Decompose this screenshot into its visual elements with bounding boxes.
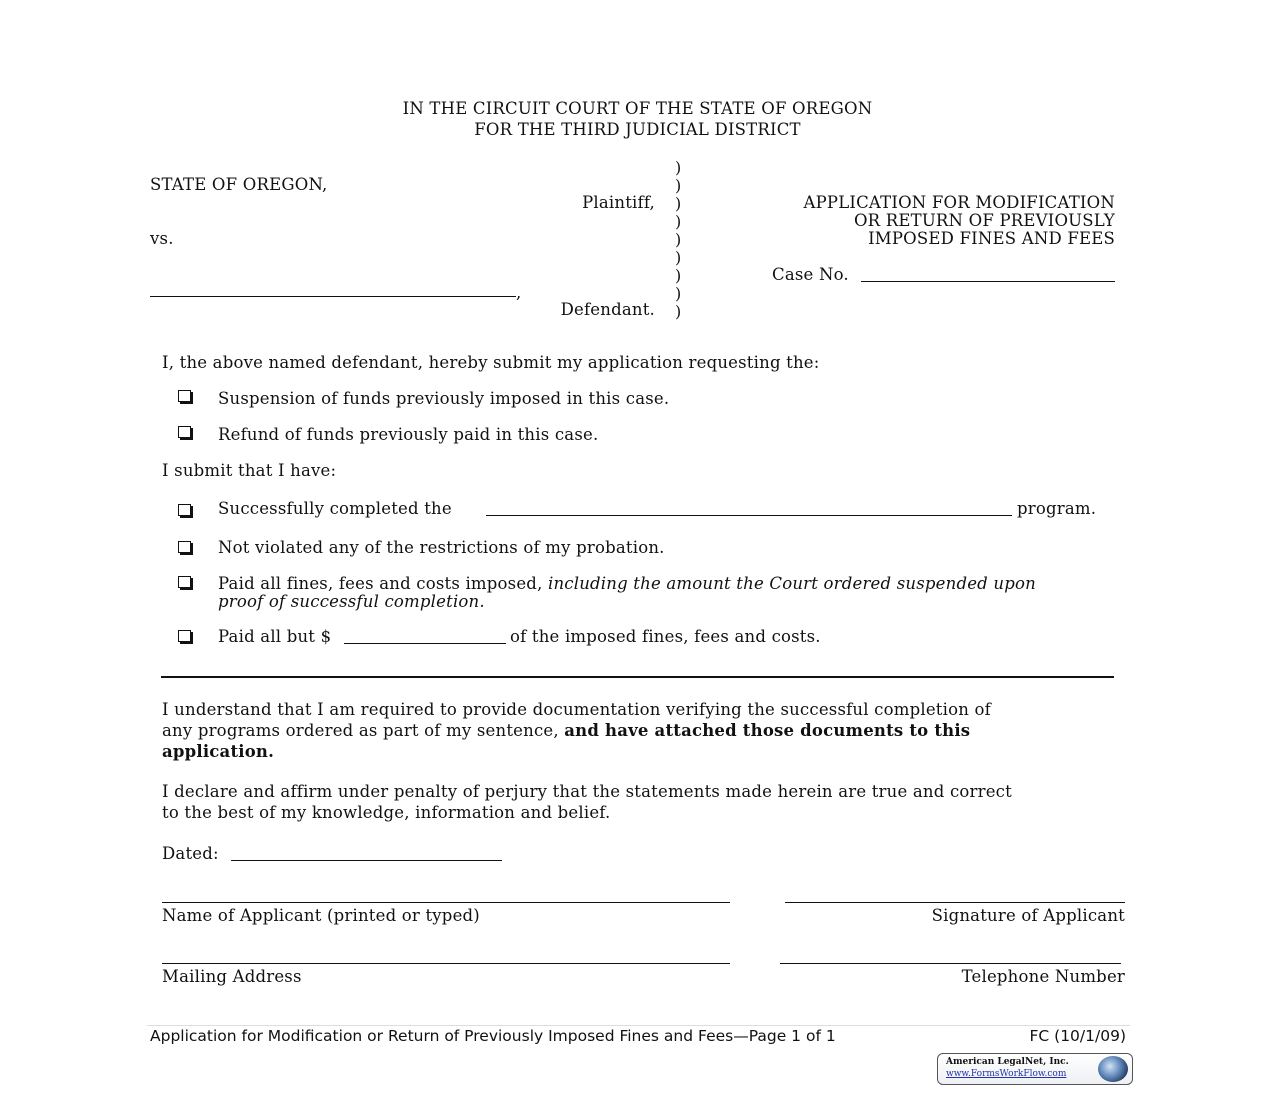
paid-all-label-continued: proof of successful completion. [218,592,485,611]
defendant-line-comma: , [516,283,522,302]
paid-all-but-prefix: Paid all but $ [218,627,332,646]
paid-all-checkbox[interactable] [178,576,191,588]
applicant-signature-field[interactable] [785,902,1125,903]
logo-url-link[interactable]: www.FormsWorkFlow.com [946,1069,1067,1079]
refund-checkbox[interactable] [178,426,191,438]
american-legalnet-logo[interactable] [937,1053,1133,1085]
court-heading-line-2: FOR THE THIRD JUDICIAL DISTRICT [474,120,801,139]
understand-line-3: application. [162,742,275,761]
paid-all-label: Paid all fines, fees and costs imposed, including the amount the Court ordered suspended upon [218,574,1036,593]
section-divider [161,676,1114,678]
versus: vs. [150,229,174,248]
defendant-name-line[interactable] [150,296,516,297]
footer-title: Application for Modification or Return of Previously Imposed Fines and Fees—Page 1 of 1 [150,1027,836,1045]
completed-program-checkbox[interactable] [178,504,191,516]
mailing-address-field[interactable] [162,963,730,964]
submit-intro: I submit that I have: [162,461,337,480]
telephone-field[interactable] [780,963,1121,964]
applicant-signature-label: Signature of Applicant [931,906,1125,925]
applicant-name-label: Name of Applicant (printed or typed) [162,906,480,925]
suspension-checkbox[interactable] [178,390,191,402]
defendant-label: Defendant. [560,300,655,319]
document-title-line-2: OR RETURN OF PREVIOUSLY [853,211,1115,230]
plaintiff-label: Plaintiff, [582,193,655,212]
case-no-field[interactable] [861,281,1115,282]
mailing-address-label: Mailing Address [162,967,302,986]
document-title-line-1: APPLICATION FOR MODIFICATION [803,193,1115,212]
suspension-label: Suspension of funds previously imposed in this case. [218,389,670,408]
intro-text: I, the above named defendant, hereby submit my application requesting the: [162,353,820,372]
program-name-field[interactable] [486,515,1012,516]
logo-company-name: American LegalNet, Inc. [946,1057,1069,1067]
paid-all-but-checkbox[interactable] [178,630,191,642]
completed-program-prefix: Successfully completed the [218,499,452,518]
completed-program-suffix: program. [1017,499,1097,518]
understand-line-2: any programs ordered as part of my sentence, and have attached those documents to this [162,721,971,740]
globe-icon [1098,1056,1128,1082]
court-heading-line-1: IN THE CIRCUIT COURT OF THE STATE OF OREGON [402,99,873,118]
document-title-line-3: IMPOSED FINES AND FEES [868,229,1115,248]
paid-all-but-suffix: of the imposed fines, fees and costs. [510,627,821,646]
case-no-label: Case No. [772,265,849,284]
amount-field[interactable] [344,643,506,644]
dated-label: Dated: [162,844,219,863]
not-violated-checkbox[interactable] [178,541,191,553]
plaintiff-name: STATE OF OREGON, [150,175,328,194]
date-field[interactable] [231,860,502,861]
declaration-line-1: I declare and affirm under penalty of perjury that the statements made herein are true and correct [162,782,1012,801]
understand-line-1: I understand that I am required to provide documentation verifying the successful completion of [162,700,991,719]
footer-rule [147,1025,1130,1026]
telephone-label: Telephone Number [961,967,1125,986]
footer-form-id: FC (10/1/09) [1029,1027,1126,1045]
declaration-line-2: to the best of my knowledge, information and belief. [162,803,611,822]
not-violated-label: Not violated any of the restrictions of my probation. [218,538,665,557]
refund-label: Refund of funds previously paid in this case. [218,425,599,444]
applicant-name-field[interactable] [162,902,730,903]
